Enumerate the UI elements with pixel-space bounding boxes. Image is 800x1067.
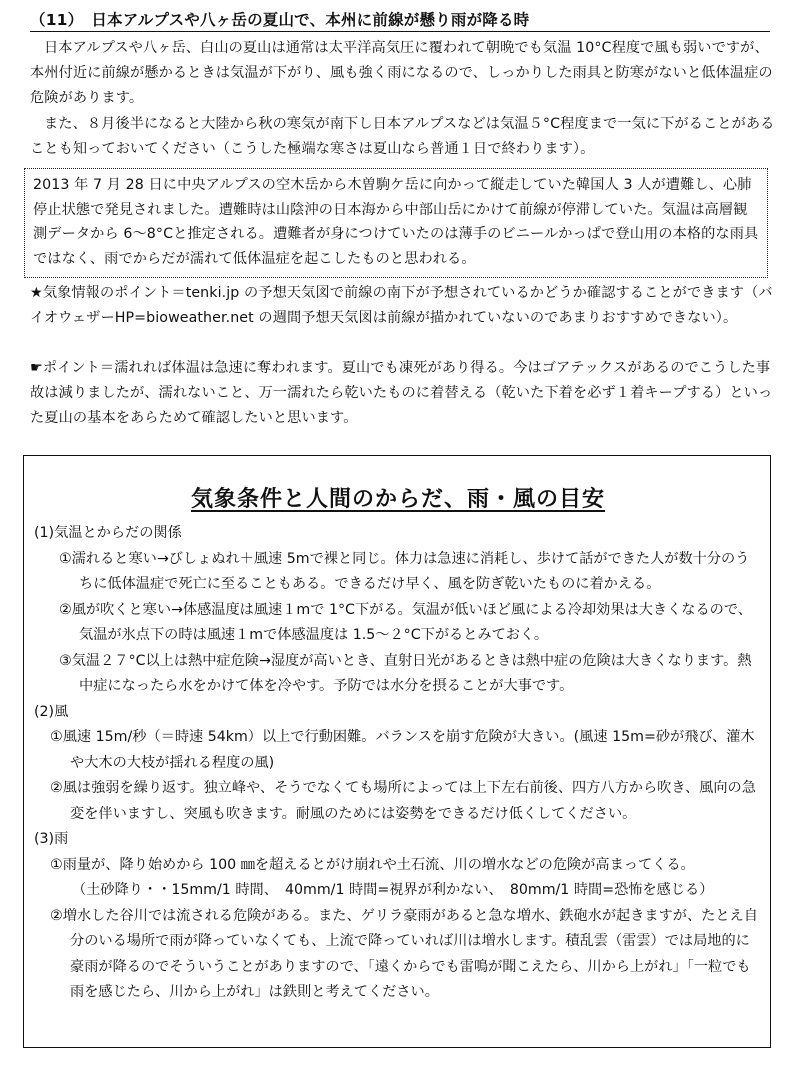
wind-section-heading: (2)風 <box>34 703 69 720</box>
weather-info-point: ★気象情報のポイント＝tenki.jp の予想天気図で前線の南下が予想されているかどうか確認することができます（バイオウェザーHP=bioweather.net の週間予想天気図は前線が描かれていないのであまりおすすめできない）。 <box>30 285 773 326</box>
section-title: （11） 日本アルプスや八ヶ岳の夏山で、本州に前線が懸り雨が降る時 <box>30 8 770 32</box>
temperature-section-heading: (1)気温とからだの関係 <box>34 525 182 541</box>
temperature-item-heatstroke: ③気温２７°C以上は熱中症危険→湿度が高いとき、直射日光があるときは熱中症の危険は大きくなります。熱中症になったら水をかけて体を冷やす。予防では水分を摂ることが大事です。 <box>59 652 752 694</box>
wind-item-gusts: ②風は強弱を繰り返す。独立峰や、そうでなくても場所によっては上下左右前後、四方八方から吹き、風向の急変を伴いますし、突風も吹きます。耐風のためには姿勢をできるだけ低くしてください。 <box>50 780 756 822</box>
wet-body-point: ☛ポイント＝濡れれば体温は急速に奪われます。夏山でも凍死があり得る。今はゴアテックスがあるのでこうした事故は減りましたが、濡れないこと、万一濡れたら乾いたものに着替える（乾いた下着を必ず１着キープする）といった夏山の基本をあらためて確認したいと思います。 <box>30 360 773 426</box>
temperature-item-wind-chill: ②風が吹くと寒い→体感温度は風速１mで 1°C下がる。気温が低いほど風による冷却効果は大きくなるので、気温が氷点下の時は風速１mで体感温度は 1.5～２°C下がるとみておく。 <box>59 601 752 643</box>
temperature-item-wet: ①濡れると寒い→びしょぬれ＋風速 5mで裸と同じ。体力は急速に消耗し、歩けて話ができた人が数十分のうちに低体温症で死亡に至ることもある。できるだけ早く、風を防ぎ乾いたものに着かえる。 <box>59 550 750 592</box>
wind-item-speed: ①風速 15m/秒（＝時速 54km）以上で行動困難。バランスを崩す危険が大きい。(風速 15m=砂が飛び、灌木や大木の大枝が揺れる程度の風) <box>50 729 755 771</box>
paragraph-summer-mountains: 日本アルプスや八ヶ岳、白山の夏山は通常は太平洋高気圧に覆われて朝晩でも気温 10°C程度で風も弱いですが、本州付近に前線が懸かるときは気温が下がり、風も強く雨になるので、しっかりした雨具と防寒がないと低体温症の危険があります。 <box>30 40 773 106</box>
paragraph-late-august-cold: また、８月後半になると大陸から秋の寒気が南下し日本アルプスなどは気温５°C程度まで一気に下がることがあることも知っておいてください（こうした極端な寒さは夏山なら普通１日で終わります）。 <box>30 116 775 157</box>
rain-section-heading: (3)雨 <box>34 831 69 847</box>
rain-intensity-note: （土砂降り・・15mm/1 時間、 40mm/1 時間=視界が利かない、 80mm/1 時間=恐怖を感じる） <box>72 882 714 898</box>
guideline-box <box>23 455 771 1048</box>
accident-case-text: 2013 年 7 月 28 日に中央アルプスの空木岳から木曽駒ケ岳に向かって縦走していた韓国人 3 人が遭難し、心肺停止状態で発見されました。遭難時は山陰沖の日本海から中部山岳にかけて前線が停滞していた。気温は高層観測データから 6～8°Cと推定される。遭難者が身につけていたのは薄手のビニールかっぱで登山用の本格的な雨具ではなく、雨でからだが濡れて低体温症を起こしたものと思われる。 <box>33 177 759 267</box>
rain-item-river-rise: ②増水した谷川では流される危険がある。また、ゲリラ豪雨があると急な増水、鉄砲水が起きますが、たとえ自分のいる場所で雨が降っていなくても、上流で降っていれば川は増水します。積乱雲（雷雲）では局地的に豪雨が降るのでそういうことがありますので、「遠くからでも雷鳴が聞こえたら、川から上がれ」「一粒でも雨を感じたら、川から上がれ」は鉄則と考えてください。 <box>50 907 758 1000</box>
accident-case-box <box>24 168 768 278</box>
guideline-body <box>34 521 762 1006</box>
rain-item-rainfall: ①雨量が、降り始めから 100 ㎜を超えるとがけ崩れや土石流、川の増水などの危険が高まってくる。 <box>50 856 695 873</box>
guideline-title: 気象条件と人間のからだ、雨・風の目安 <box>190 487 605 512</box>
